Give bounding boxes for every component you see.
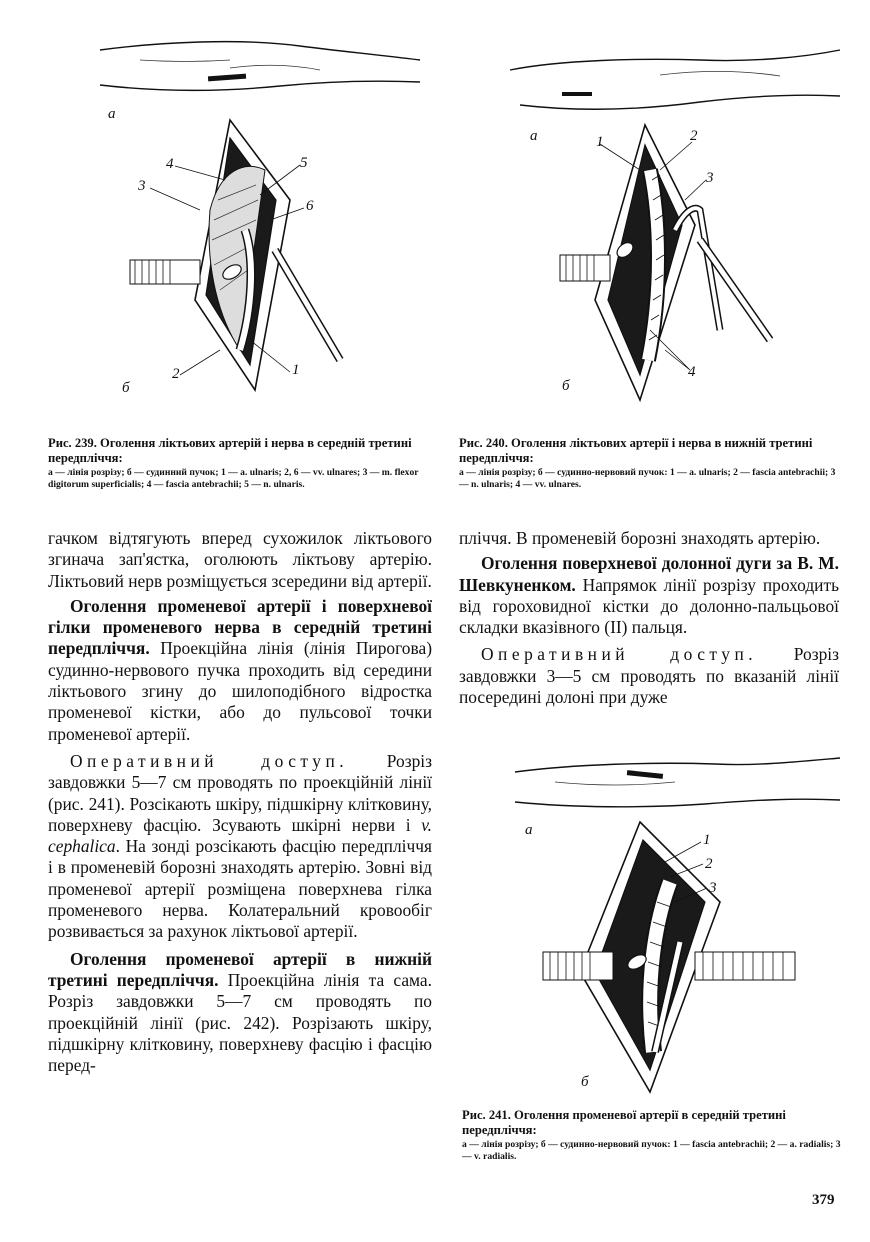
left-paragraph-3-heading: Оперативний доступ. [70, 750, 349, 771]
figure-241 [495, 752, 855, 1100]
figure-239-label-6: 6 [306, 198, 314, 214]
left-paragraph-1: гачком відтягують вперед сухожилок ліктьового згинача зап'ястка, оголюють ліктьову артерію. Ліктьовий нерв розміщується зсередини від артерії. [48, 528, 432, 591]
right-paragraph-1: пліччя. В променевій борозні знаходять артерію. [459, 528, 821, 548]
figure-240-caption-legend: а — лінія розрізу; б — судинно-нервовий пучок: 1 — a. ulnaris; 2 — fascia antebrachii; 3 — n. ulnaris; 4 — vv. ulnares. [459, 467, 836, 490]
right-paragraph-3-heading: Оперативний доступ. [481, 644, 758, 665]
figure-240-caption-title: Рис. 240. Оголення ліктьових артерії і нерва в нижній третині передпліччя: [459, 436, 813, 465]
left-paragraph-4-body: Проекційна лінія та сама. Розріз завдовжки 5—7 см проводять по проекційній лінії (рис. 242). Розрізають шкіру, підшкірну клітковину, поверхневу фасцію і фасцію перед- [48, 969, 432, 1076]
figure-239-caption-title: Рис. 239. Оголення ліктьових артерій і нерва в середній третині передпліччя: [48, 436, 412, 465]
left-paragraph-4-heading: Оголення променевої артерії в нижній третині передпліччя. [48, 948, 432, 990]
figure-241-label-2: 2 [705, 856, 713, 872]
figure-239-label-3: 3 [138, 178, 146, 194]
figure-239-label-b: б [122, 380, 130, 396]
right-column-text [459, 528, 839, 708]
left-paragraph-2-body: Проекційна лінія (лінія Пирогова) судинно-нервового пучка проходить від середини ліктьового згину до шилоподібного відростка променевої кістки, або до пульсової точки променевої артерії. [48, 638, 432, 744]
figure-241-caption [462, 1108, 842, 1162]
figure-239-illustration [80, 20, 440, 410]
figure-240-label-1: 1 [596, 134, 604, 150]
figure-240-label-4: 4 [688, 364, 696, 380]
figure-240-label-3: 3 [706, 170, 714, 186]
figure-239-label-a: а [108, 106, 116, 122]
figure-241-label-3: 3 [709, 880, 717, 896]
figure-241-label-1: 1 [703, 832, 711, 848]
page-number: 379 [812, 1192, 835, 1208]
figure-240 [500, 30, 860, 410]
figure-241-label-b: б [581, 1074, 589, 1090]
figure-239-label-1: 1 [292, 362, 300, 378]
figure-241-label-a: а [525, 822, 533, 838]
figure-240-illustration [500, 30, 860, 410]
figure-241-caption-title: Рис. 241. Оголення променевої артерії в середній третині передпліччя: [462, 1108, 786, 1137]
right-paragraph-2 [459, 553, 839, 638]
left-paragraph-2 [48, 596, 432, 745]
left-column-text [48, 528, 432, 1076]
figure-239-caption [48, 436, 432, 490]
figure-239-label-5: 5 [300, 155, 308, 171]
left-paragraph-3-body-a: Розріз завдовжки 5—7 см проводять по проекційній лінії (рис. 241). Розсікають шкіру, підшкірну клітковину, поверхневу фасцію. Зсувають шкірні нерви і [48, 750, 432, 835]
left-paragraph-3-italic: v. cephalica [48, 814, 432, 857]
right-paragraph-3 [459, 644, 839, 708]
figure-240-caption [459, 436, 839, 490]
figure-241-illustration [495, 752, 855, 1100]
figure-241-caption-legend: а — лінія розрізу; б — судинно-нервовий пучок: 1 — fascia antebrachii; 2 — a. radialis; 3 — v. radialis. [462, 1139, 841, 1162]
right-paragraph-2-heading: Оголення поверхневої долонної дуги за В. М. Шевкуненком. [459, 553, 839, 595]
right-paragraph-3-body: Розріз завдовжки 3—5 см проводять по вказаній лінії посередині долоні при дуже [459, 644, 839, 708]
figure-239-caption-legend: а — лінія розрізу; б — судинний пучок; 1 — a. ulnaris; 2, 6 — vv. ulnares; 3 — m. flexor digitorum superficialis; 4 — fascia antebrachii; 5 — n. ulnaris. [48, 467, 419, 490]
figure-240-label-b: б [562, 378, 570, 394]
left-paragraph-2-heading: Оголення променевої артерії і поверхневої гілки променевого нерва в середній третині передпліччя. [48, 595, 432, 659]
right-paragraph-2-body: Напрямок лінії розрізу проходить від гороховидної кістки до долонно-пальцьової складки вказівного (II) пальця. [459, 574, 839, 638]
figure-239 [80, 20, 440, 410]
figure-240-label-a: а [530, 128, 538, 144]
figure-239-label-4: 4 [166, 156, 174, 172]
left-paragraph-3-body-b: . На зонді розсікають фасцію передпліччя і в променевій борозні знаходять артерію. Зовні від променевої артерії розміщена поверхнева гілка променевого нерва. Колатеральний кровообіг розвивається за рахунок ліктьової артерії. [48, 836, 432, 942]
left-paragraph-4 [48, 949, 432, 1077]
figure-240-label-2: 2 [690, 128, 698, 144]
figure-239-label-2: 2 [172, 366, 180, 382]
left-paragraph-3 [48, 751, 432, 943]
